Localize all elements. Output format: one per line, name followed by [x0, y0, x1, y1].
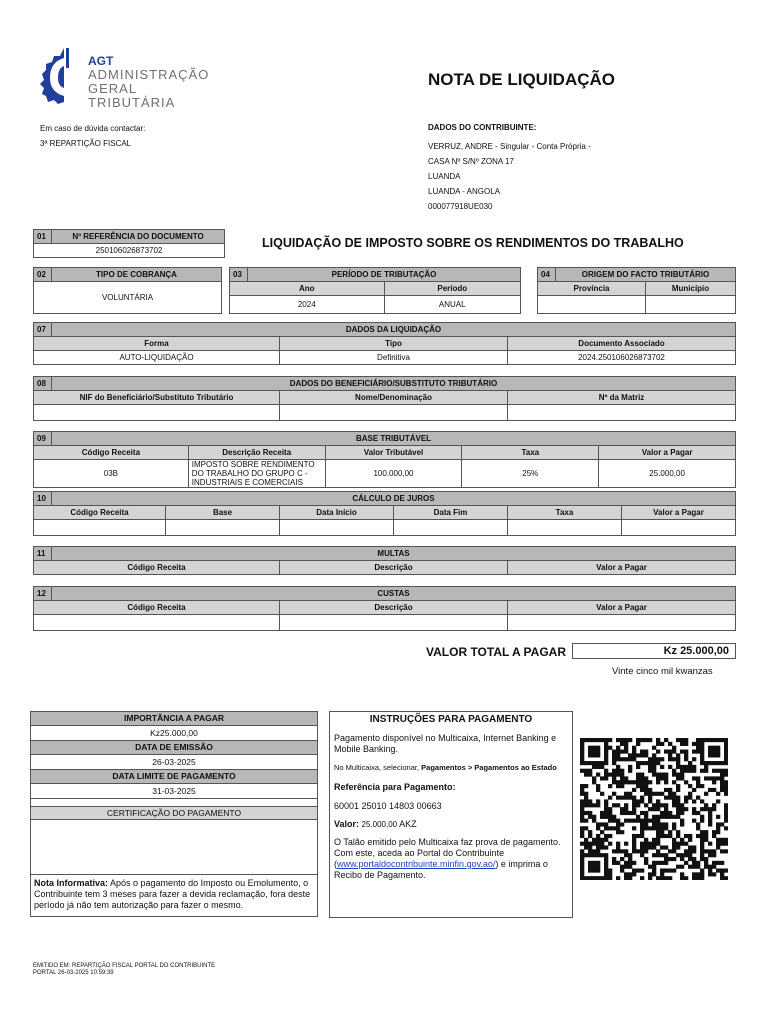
multas-section: [33, 546, 736, 575]
valor-tributavel: 100.000,00: [325, 460, 462, 488]
section-number: 12: [34, 587, 52, 601]
col-header: Descrição: [280, 601, 508, 615]
liquidacao-section: [33, 322, 736, 365]
empty-cell: [166, 520, 280, 536]
empty-cell: [34, 615, 280, 631]
ano-value: 2024: [230, 296, 385, 314]
agt-logo-text: [88, 54, 209, 110]
agt-line1: ADMINISTRAÇÃO: [88, 67, 210, 82]
reference-label: Nº REFERÊNCIA DO DOCUMENTO: [52, 230, 225, 244]
taxpayer-line: VERRUZ, ANDRE - Singular - Conta Própria -: [428, 142, 591, 151]
total-value: Kz 25.000,00: [572, 643, 736, 659]
col-header: Valor Tributável: [325, 446, 462, 460]
col-header: Forma: [34, 337, 280, 351]
provincia-value: [538, 296, 646, 314]
cobranca-value: VOLUNTÁRIA: [34, 282, 222, 314]
contact-office: 3ª REPARTIÇÃO FISCAL: [40, 139, 132, 148]
col-header: Código Receita: [34, 506, 166, 520]
limite-value: 31-03-2025: [31, 784, 317, 799]
col-header: Descrição Receita: [188, 446, 325, 460]
col-header: Valor a Pagar: [508, 561, 736, 575]
qr-code-icon: [580, 738, 728, 880]
periodo-label: PERÍODO DE TRIBUTAÇÃO: [248, 268, 521, 282]
beneficiario-label: DADOS DO BENEFICIÁRIO/SUBSTITUTO TRIBUTÁRIO: [52, 377, 736, 391]
periodo-box: [229, 267, 521, 314]
section-number: 02: [34, 268, 52, 282]
cobranca-box: [33, 267, 222, 314]
section-number: 09: [34, 432, 52, 446]
taxpayer-block: [428, 120, 591, 214]
contact-label: Em caso de dúvida contactar:: [40, 124, 146, 133]
origem-box: [537, 267, 736, 314]
cert-label: CERTIFICAÇÃO DO PAGAMENTO: [31, 806, 317, 820]
col-header: Nome/Denominação: [280, 391, 508, 405]
agt-line3: TRIBUTÁRIA: [88, 95, 176, 110]
doc-title: NOTA DE LIQUIDAÇÃO: [428, 70, 615, 89]
instrucoes-box: [329, 711, 573, 918]
emissao-label: DATA DE EMISSÃO: [31, 741, 317, 755]
base-section: [33, 431, 736, 488]
custas-section: [33, 586, 736, 631]
col-header: Documento Associado: [508, 337, 736, 351]
section-number: 11: [34, 547, 52, 561]
col-header: Valor a Pagar: [508, 601, 736, 615]
section-number: 08: [34, 377, 52, 391]
portal-link[interactable]: www.portaldocontribuinte.minfin.gov.ao/: [337, 859, 496, 869]
juros-label: CÁLCULO DE JUROS: [52, 492, 736, 506]
instrucoes-p2: [334, 763, 568, 772]
codigo-value: 03B: [34, 460, 189, 488]
reference-box: [33, 229, 225, 258]
valor-amount: 25.000,00: [361, 820, 398, 829]
total-label: VALOR TOTAL A PAGAR: [426, 645, 566, 659]
section-number: 10: [34, 492, 52, 506]
footer-line2: PORTAL 26-03-2025 10:59:39: [33, 970, 114, 976]
multas-label: MULTAS: [52, 547, 736, 561]
col-header: Código Receita: [34, 561, 280, 575]
col-header: Código Receita: [34, 446, 189, 460]
col-header: Tipo: [280, 337, 508, 351]
col-header: Valor a Pagar: [599, 446, 736, 460]
valor-pagar: 25.000,00: [599, 460, 736, 488]
taxpayer-heading: DADOS DO CONTRIBUINTE:: [428, 123, 537, 132]
section-number: 07: [34, 323, 52, 337]
p2-pre: No Multicaixa, selecionar,: [334, 763, 420, 772]
col-header: NIF do Beneficiário/Substituto Tributário: [34, 391, 280, 405]
reference-value: 250106026873702: [34, 244, 225, 258]
ref-value: 60001 25010 14803 00663: [334, 801, 442, 811]
col-header: Código Receita: [34, 601, 280, 615]
tax-title: LIQUIDAÇÃO DE IMPOSTO SOBRE OS RENDIMENTOS DO TRABALHO: [262, 236, 684, 250]
col-header: Data Início: [280, 506, 394, 520]
p2-bold: Pagamentos > Pagamentos ao Estado: [421, 763, 557, 772]
taxa-value: 25%: [462, 460, 599, 488]
col-header: Base: [166, 506, 280, 520]
footer-line1: EMITIDO EM: REPARTIÇÃO FISCAL PORTAL DO CONTRIBUINTE: [33, 963, 216, 969]
empty-cell: [508, 615, 736, 631]
valor-line: [334, 819, 568, 830]
instrucoes-title: INSTRUÇÕES PARA PAGAMENTO: [369, 714, 533, 725]
municipio-value: [646, 296, 736, 314]
agt-line2: GERAL: [88, 81, 138, 96]
empty-cell: [508, 520, 622, 536]
nota-text: Após o pagamento do Imposto ou Emolumento, o Contribuinte tem 3 meses para fazer a devida reclamação, fora deste período já não tem autorização para fazer o mesmo.: [34, 878, 311, 910]
empty-cell: [280, 615, 508, 631]
periodo-value: ANUAL: [384, 296, 521, 314]
base-label: BASE TRIBUTÁVEL: [52, 432, 736, 446]
col-header: Taxa: [508, 506, 622, 520]
p3-pre: O Talão emitido pelo Multicaixa faz prova de pagamento. Com este, aceda ao Portal do Contribuinte (: [334, 837, 561, 869]
liquidacao-label: DADOS DA LIQUIDAÇÃO: [52, 323, 736, 337]
descricao-value: IMPOSTO SOBRE RENDIMENTO DO TRABALHO DO GRUPO C - INDUSTRIAIS E COMERCIAIS: [188, 460, 325, 488]
empty-cell: [34, 405, 280, 421]
tipo-value: Definitiva: [280, 351, 508, 365]
taxpayer-line: LUANDA: [428, 172, 461, 181]
taxpayer-line: LUANDA - ANGOLA: [428, 187, 501, 196]
limite-label: DATA LIMITE DE PAGAMENTO: [31, 770, 317, 784]
periodo-col-label: Período: [384, 282, 521, 296]
taxpayer-nif: 000077918UE030: [428, 202, 493, 211]
valor-currency: AKZ: [399, 819, 417, 829]
taxpayer-line: CASA Nº S/Nº ZONA 17: [428, 157, 514, 166]
empty-cell: [622, 520, 736, 536]
empty-cell: [34, 520, 166, 536]
valor-label: Valor:: [334, 819, 360, 829]
col-header: Taxa: [462, 446, 599, 460]
agt-logo-icon: [40, 44, 84, 110]
p3-post: ) e imprima o Recibo de Pagamento.: [334, 859, 548, 880]
footer: [33, 963, 215, 977]
custas-label: CUSTAS: [52, 587, 736, 601]
col-header: Data Fim: [394, 506, 508, 520]
empty-cell: [508, 405, 736, 421]
section-number: 04: [538, 268, 556, 282]
empty-cell: [394, 520, 508, 536]
col-header: Descrição: [280, 561, 508, 575]
importancia-value: Kz25.000,00: [31, 726, 317, 741]
nota-informativa: [31, 875, 317, 914]
col-header: Valor a Pagar: [622, 506, 736, 520]
provincia-label: Província: [538, 282, 646, 296]
documento-value: 2024.250106026873702: [508, 351, 736, 365]
importancia-label: IMPORTÂNCIA A PAGAR: [31, 712, 317, 726]
total-words: Vinte cinco mil kwanzas: [612, 666, 713, 677]
empty-cell: [280, 520, 394, 536]
ano-label: Ano: [230, 282, 385, 296]
instrucoes-p3: [334, 837, 568, 881]
beneficiario-section: [33, 376, 736, 421]
section-number: 01: [34, 230, 52, 244]
section-number: 03: [230, 268, 248, 282]
instrucoes-p1: Pagamento disponível no Multicaixa, Internet Banking e Mobile Banking.: [334, 733, 557, 754]
juros-section: [33, 491, 736, 536]
col-header: Nº da Matriz: [508, 391, 736, 405]
ref-label: Referência para Pagamento:: [334, 782, 456, 792]
origem-label: ORIGEM DO FACTO TRIBUTÁRIO: [556, 268, 736, 282]
agt-short: AGT: [88, 54, 114, 68]
payment-box: [30, 711, 318, 917]
empty-cell: [280, 405, 508, 421]
cert-area: [31, 820, 317, 875]
municipio-label: Município: [646, 282, 736, 296]
nota-bold: Nota Informativa:: [34, 878, 109, 888]
cobranca-label: TIPO DE COBRANÇA: [52, 268, 222, 282]
forma-value: AUTO-LIQUIDAÇÃO: [34, 351, 280, 365]
emissao-value: 26-03-2025: [31, 755, 317, 770]
